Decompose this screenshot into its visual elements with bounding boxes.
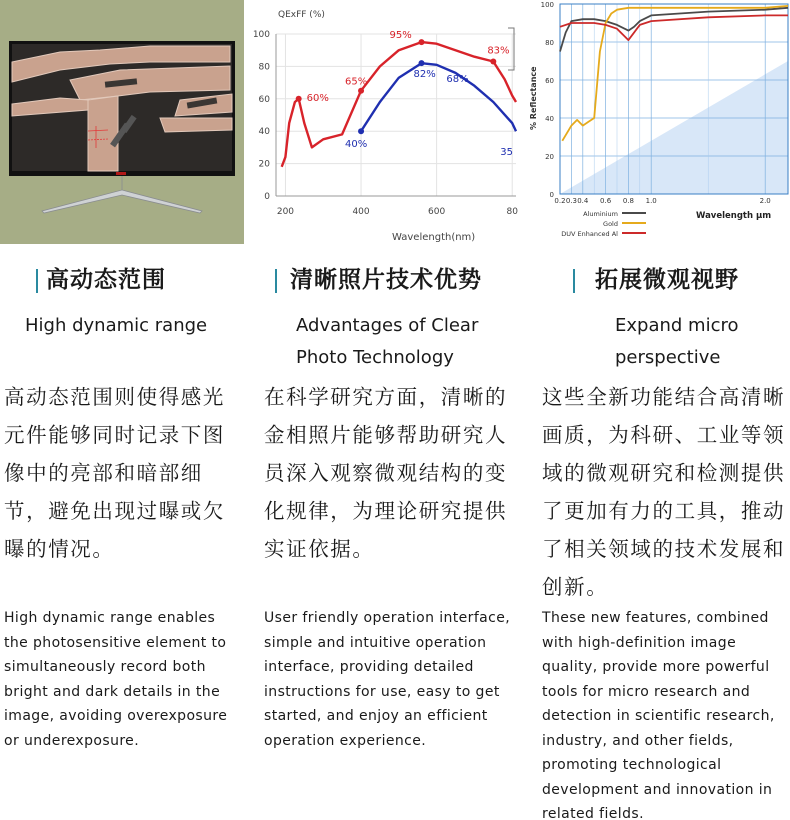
reflectance-x-tick: 0.6 bbox=[600, 197, 612, 205]
monitor-image bbox=[0, 0, 244, 244]
qe-x-tick: 400 bbox=[352, 207, 370, 217]
reflectance-x-axis-label: Wavelength μm bbox=[696, 211, 772, 221]
monitor-illustration bbox=[0, 0, 244, 244]
section-body-en: High dynamic range enables the photosensitive element to simultaneously record both bright and dark details in the image, avoiding overexposure or underexposure. bbox=[4, 610, 228, 749]
qe-data-label: 40% bbox=[345, 139, 368, 151]
qe-data-label: 83% bbox=[487, 45, 510, 57]
heading-text: 拓展微观视野 bbox=[595, 267, 739, 293]
qe-point bbox=[358, 88, 364, 94]
reflectance-y-tick: 100 bbox=[540, 1, 554, 9]
reflectance-y-tick: 0 bbox=[549, 191, 554, 199]
qe-chart bbox=[246, 0, 518, 244]
reflectance-legend-label: Aluminium bbox=[583, 210, 618, 218]
section-body-cn: 高动态范围则使得感光元件能够同时记录下图像中的亮部和暗部细节，避免出现过曝或欠曝的情况。 bbox=[4, 385, 225, 561]
qe-chart-svg bbox=[246, 0, 518, 244]
section-heading bbox=[542, 262, 786, 298]
heading-accent-bar bbox=[36, 269, 38, 293]
feature-section-clear-photo bbox=[264, 262, 524, 368]
section-body-en: User friendly operation interface, simple and intuitive operation interface, providing detailed instructions for use, easy to get started, and enjoy an efficient operation experience. bbox=[264, 610, 511, 749]
reflectance-legend-label: DUV Enhanced Al bbox=[561, 230, 618, 238]
reflectance-x-tick: 2.0 bbox=[759, 197, 771, 205]
qe-data-label: 82% bbox=[413, 69, 436, 81]
qe-x-tick: 200 bbox=[276, 207, 295, 217]
section-subtitle: High dynamic range bbox=[25, 315, 208, 336]
qe-data-label: 65% bbox=[345, 76, 368, 88]
qe-y-tick: 60 bbox=[258, 94, 270, 105]
heading-text: 高动态范围 bbox=[46, 267, 166, 293]
reflectance-legend-label: Gold bbox=[603, 220, 618, 228]
reflectance-y-tick: 60 bbox=[545, 77, 554, 85]
section-heading bbox=[4, 262, 242, 298]
section-body-en: These new features, combined with high-definition image quality, provide more powerful tools for micro research and detection in scientific research, industry, and other fields, promoting technological development and innovation in related fields. bbox=[542, 610, 775, 820]
qe-point bbox=[490, 59, 496, 65]
reflectance-x-tick: 0.3 bbox=[565, 197, 577, 205]
reflectance-y-axis-label: % Reflectance bbox=[529, 66, 538, 130]
qe-point bbox=[419, 39, 425, 45]
reflectance-y-tick: 20 bbox=[545, 153, 554, 161]
qe-x-tick: 80 bbox=[506, 207, 518, 217]
section-body-cn: 在科学研究方面，清晰的金相照片能够帮助研究人员深入观察微观结构的变化规律，为理论研究提供实证依据。 bbox=[264, 385, 508, 561]
qe-y-axis-label: QExFF (%) bbox=[278, 10, 325, 20]
reflectance-y-tick: 40 bbox=[545, 115, 554, 123]
qe-data-label: 68% bbox=[446, 73, 469, 85]
qe-y-tick: 100 bbox=[252, 30, 270, 40]
qe-x-tick: 600 bbox=[428, 207, 446, 217]
qe-point bbox=[296, 96, 302, 102]
reflectance-x-tick: 0.8 bbox=[622, 197, 634, 205]
reflectance-chart-svg bbox=[522, 0, 790, 244]
section-subtitle: Advantages of Clear Photo Technology bbox=[296, 315, 479, 368]
qe-point bbox=[419, 60, 425, 66]
qe-y-tick: 20 bbox=[258, 159, 270, 170]
qe-data-label: 95% bbox=[389, 30, 412, 42]
feature-section-hdr bbox=[4, 262, 242, 336]
heading-text: 清晰照片技术优势 bbox=[290, 267, 482, 293]
qe-y-tick: 0 bbox=[264, 192, 270, 202]
section-subtitle: Expand micro perspective bbox=[615, 315, 739, 368]
qe-x-axis-label: Wavelength(nm) bbox=[392, 232, 476, 243]
reflectance-x-tick: 0.2 bbox=[554, 197, 566, 205]
qe-y-tick: 80 bbox=[258, 62, 270, 73]
qe-data-label: 35 bbox=[500, 147, 513, 159]
reflectance-chart bbox=[522, 0, 790, 244]
qe-point bbox=[358, 128, 364, 134]
section-heading bbox=[264, 262, 524, 298]
qe-data-label: 60% bbox=[306, 92, 329, 104]
reflectance-y-tick: 80 bbox=[545, 39, 554, 47]
qe-series-red bbox=[282, 42, 516, 167]
reflectance-x-tick: 0.4 bbox=[577, 197, 589, 205]
section-body-cn: 这些全新功能结合高清晰画质，为科研、工业等领域的微观研究和检测提供了更加有力的工具，推动了相关领域的技术发展和创新。 bbox=[542, 385, 786, 599]
feature-section-micro bbox=[542, 262, 786, 368]
qe-series-blue bbox=[361, 63, 516, 131]
heading-accent-bar bbox=[573, 269, 575, 293]
reflectance-x-tick: 1.0 bbox=[645, 197, 657, 205]
qe-y-tick: 40 bbox=[258, 127, 270, 138]
heading-accent-bar bbox=[275, 269, 277, 293]
